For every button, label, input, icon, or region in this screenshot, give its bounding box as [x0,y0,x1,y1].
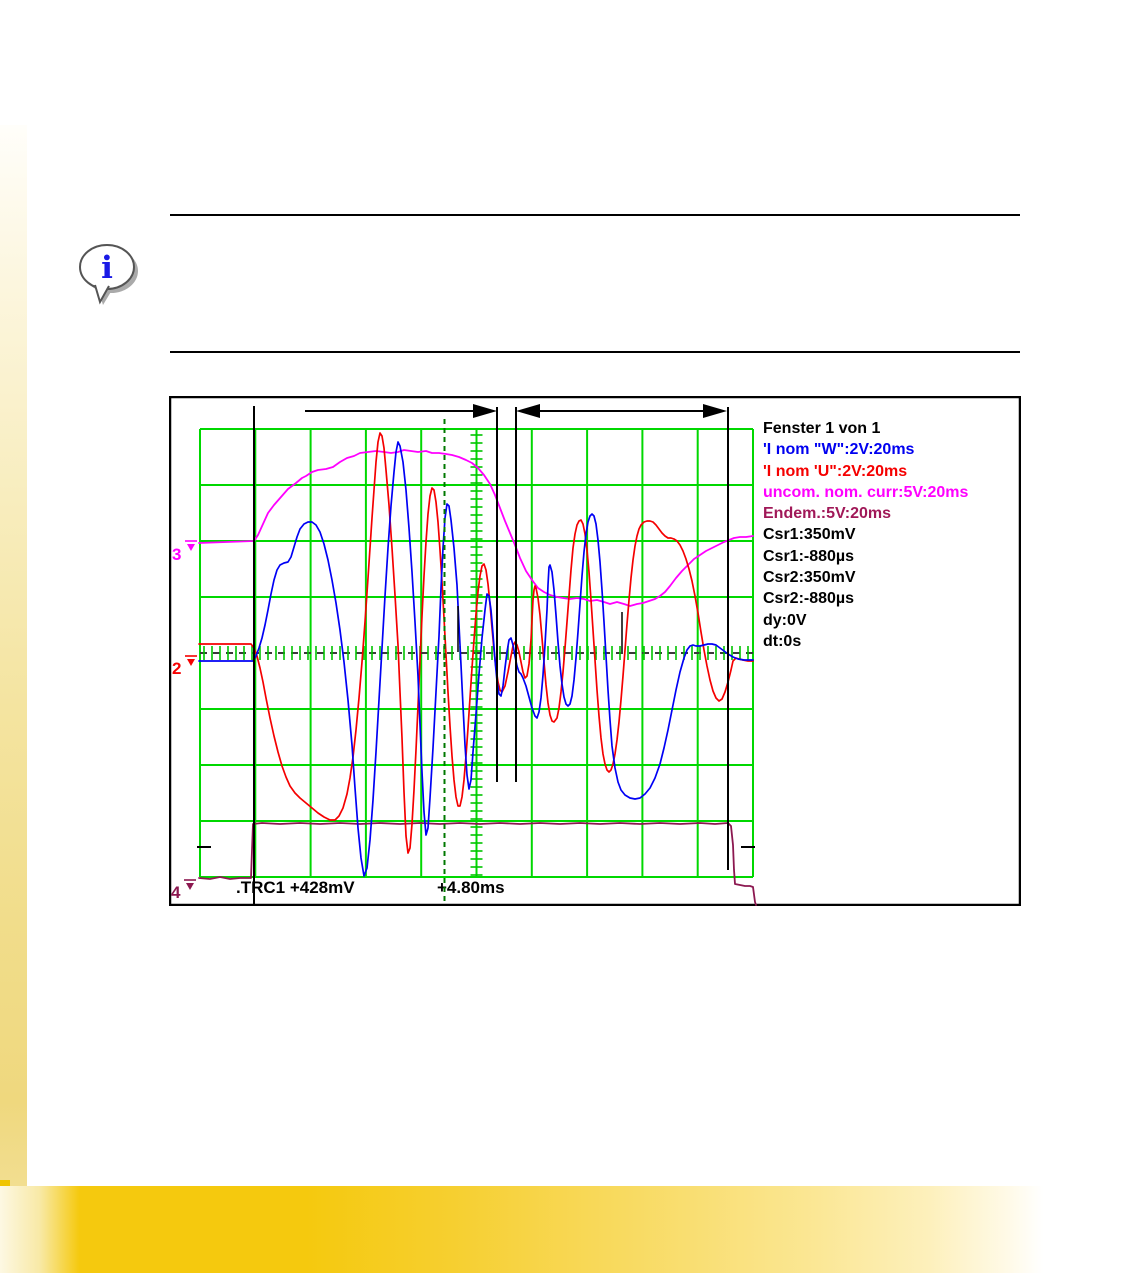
legend-line: uncom. nom. curr:5V:20ms [763,483,969,501]
info-icon [75,243,141,311]
legend-line: dy:0V [763,611,807,629]
bottom-band-corner [0,1180,10,1186]
info-letter-i: i [101,250,113,286]
trc-cursor-label: .TRC1 +428mV [236,878,355,897]
legend-line: Csr1:350mV [763,526,856,544]
bottom-gradient-band [0,1186,1134,1273]
horizontal-rule-top [170,214,1020,216]
legend-line: dt:0s [763,632,802,650]
oscilloscope-figure [169,396,1021,906]
time-cursor-label: +4.80ms [437,878,505,897]
legend-line: 'I nom 'U":2V:20ms [763,462,908,480]
legend-line: Csr2:350mV [763,569,856,587]
channel-label-2: 2 [172,659,182,678]
legend-line: Csr2:-880µs [763,590,855,608]
legend-line: Fenster 1 von 1 [763,420,881,437]
channel-label-3: 3 [172,545,182,564]
legend-line: 'I nom "W":2V:20ms [763,441,915,459]
channel-label-4: 4 [171,883,181,902]
legend-line: Csr1:-880µs [763,547,855,565]
left-gradient-strip [0,125,27,1186]
scope-legend [763,418,1013,652]
legend-line: Endem.:5V:20ms [763,505,892,523]
horizontal-rule-bottom [170,351,1020,353]
